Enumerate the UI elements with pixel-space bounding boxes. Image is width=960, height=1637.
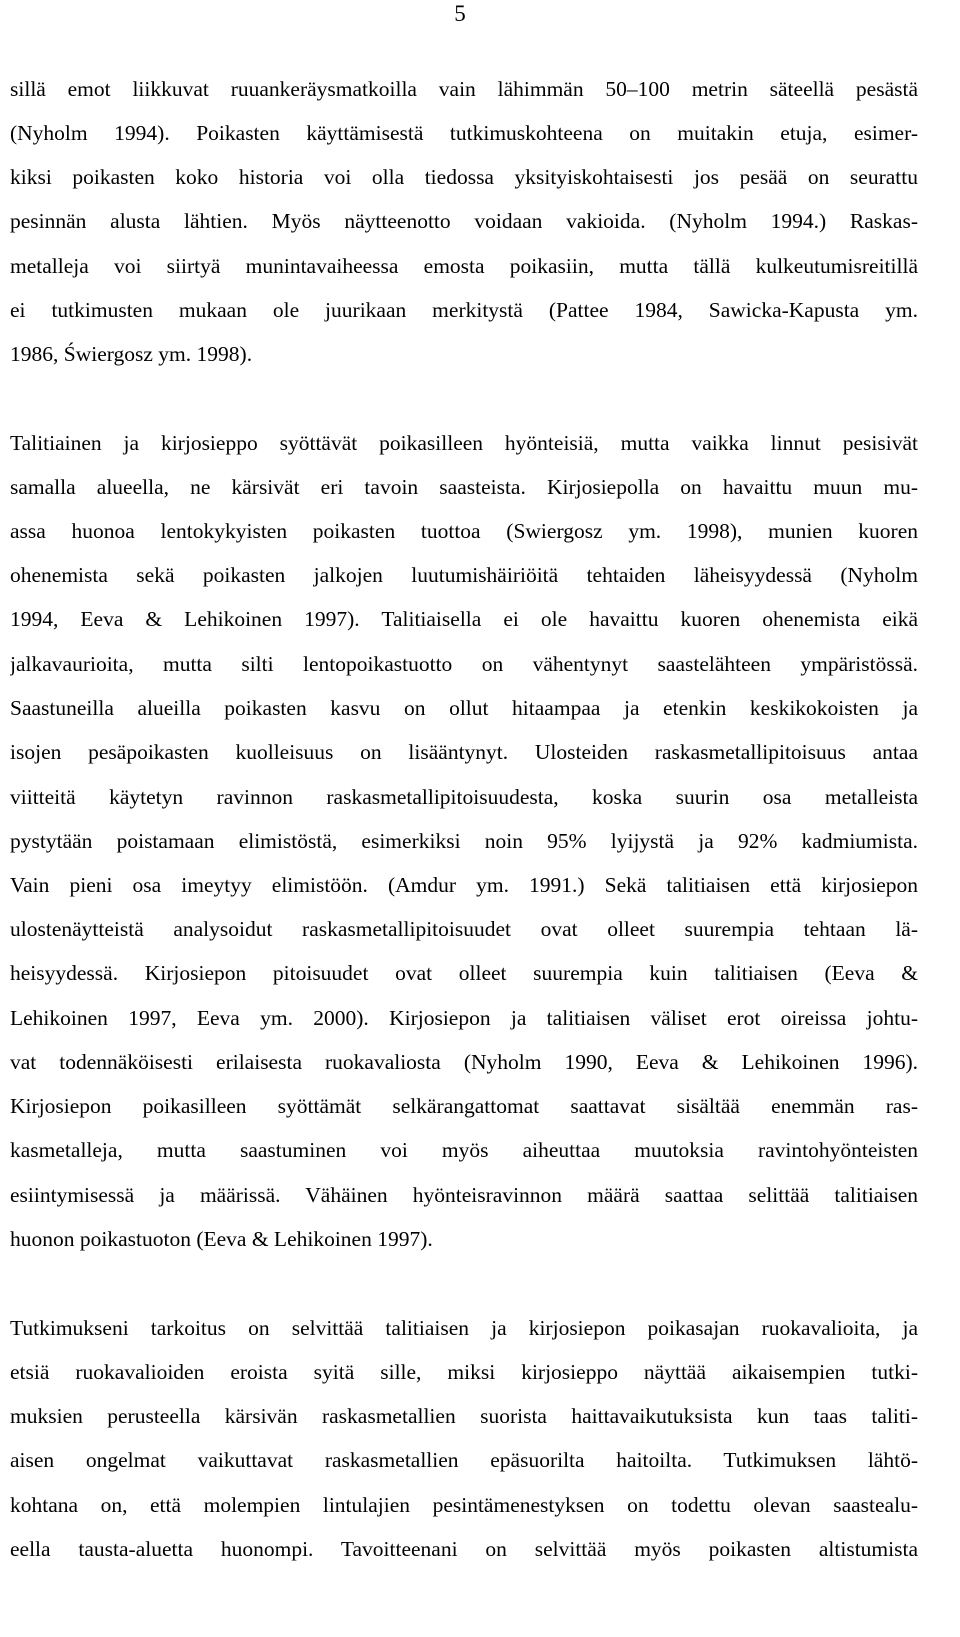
text-line: muksien perusteella kärsivän raskasmetallien suorista haittavaikutuksista kun taas taliti- [10, 1404, 918, 1428]
text-line: pystytään poistamaan elimistöstä, esimerkiksi noin 95% lyijystä ja 92% kadmiumista. [10, 829, 918, 853]
text-line: heisyydessä. Kirjosiepon pitoisuudet ovat olleet suurempia kuin talitiaisen (Eeva & [10, 961, 918, 985]
text-line: samalla alueella, ne kärsivät eri tavoin saasteista. Kirjosiepolla on havaittu muun mu- [10, 475, 918, 499]
text-line: Kirjosiepon poikasilleen syöttämät selkärangattomat saattavat sisältää enemmän ras- [10, 1094, 918, 1118]
text-line: vat todennäköisesti erilaisesta ruokavaliosta (Nyholm 1990, Eeva & Lehikoinen 1996). [10, 1050, 918, 1074]
text-line: kasmetalleja, mutta saastuminen voi myös aiheuttaa muutoksia ravintohyönteisten [10, 1138, 918, 1162]
text-line: Vain pieni osa imeytyy elimistöön. (Amdur ym. 1991.) Sekä talitiaisen että kirjosiepon [10, 873, 918, 897]
text-line: Lehikoinen 1997, Eeva ym. 2000). Kirjosiepon ja talitiaisen väliset erot oireissa johtu- [10, 1006, 918, 1030]
text-line: ohenemista sekä poikasten jalkojen luutumishäiriöitä tehtaiden läheisyydessä (Nyholm [10, 563, 918, 587]
text-line: aisen ongelmat vaikuttavat raskasmetallien epäsuorilta haitoilta. Tutkimuksen lähtö- [10, 1448, 918, 1472]
text-line: (Nyholm 1994). Poikasten käyttämisestä tutkimuskohteena on muitakin etuja, esimer- [10, 121, 918, 145]
text-line: pesinnän alusta lähtien. Myös näytteenotto voidaan vakioida. (Nyholm 1994.) Raskas- [10, 209, 918, 233]
text-line: Talitiainen ja kirjosieppo syöttävät poikasilleen hyönteisiä, mutta vaikka linnut pesisivät [10, 431, 918, 455]
text-line: viitteitä käytetyn ravinnon raskasmetallipitoisuudesta, koska suurin osa metalleista [10, 785, 918, 809]
text-line: isojen pesäpoikasten kuolleisuus on lisääntynyt. Ulosteiden raskasmetallipitoisuus antaa [10, 740, 918, 764]
text-line: Saastuneilla alueilla poikasten kasvu on ollut hitaampaa ja etenkin keskikokoisten ja [10, 696, 918, 720]
text-line: 1994, Eeva & Lehikoinen 1997). Talitiaisella ei ole havaittu kuoren ohenemista eikä [10, 607, 918, 631]
text-line: assa huonoa lentokykyisten poikasten tuottoa (Swiergosz ym. 1998), munien kuoren [10, 519, 918, 543]
text-line: ulostenäytteistä analysoidut raskasmetallipitoisuudet ovat olleet suurempia tehtaan lä- [10, 917, 918, 941]
page-number: 5 [454, 1, 466, 26]
text-line: esiintymisessä ja määrissä. Vähäinen hyönteisravinnon määrä saattaa selittää talitiaisen [10, 1183, 918, 1207]
text-line: kohtana on, että molempien lintulajien pesintämenestyksen on todettu olevan saastealu- [10, 1493, 918, 1517]
text-line: eella tausta-aluetta huonompi. Tavoitteenani on selvittää myös poikasten altistumista [10, 1537, 918, 1561]
text-line: sillä emot liikkuvat ruuankeräysmatkoilla vain lähimmän 50–100 metrin säteellä pesästä [10, 77, 918, 101]
text-line: 1986, Świergosz ym. 1998). [10, 342, 253, 366]
text-line: ei tutkimusten mukaan ole juurikaan merkitystä (Pattee 1984, Sawicka-Kapusta ym. [10, 298, 918, 322]
text-line: huonon poikastuoton (Eeva & Lehikoinen 1997). [10, 1227, 433, 1251]
text-line: Tutkimukseni tarkoitus on selvittää talitiaisen ja kirjosiepon poikasajan ruokavalioita, ja [10, 1316, 918, 1340]
text-line: etsiä ruokavalioiden eroista syitä sille, miksi kirjosieppo näyttää aikaisempien tutki- [10, 1360, 918, 1384]
text-line: kiksi poikasten koko historia voi olla tiedossa yksityiskohtaisesti jos pesää on seurattu [10, 165, 918, 189]
text-line: metalleja voi siirtyä munintavaiheessa emosta poikasiin, mutta tällä kulkeutumisreitillä [10, 254, 918, 278]
text-line: jalkavaurioita, mutta silti lentopoikastuotto on vähentynyt saastelähteen ympäristössä. [10, 652, 918, 676]
